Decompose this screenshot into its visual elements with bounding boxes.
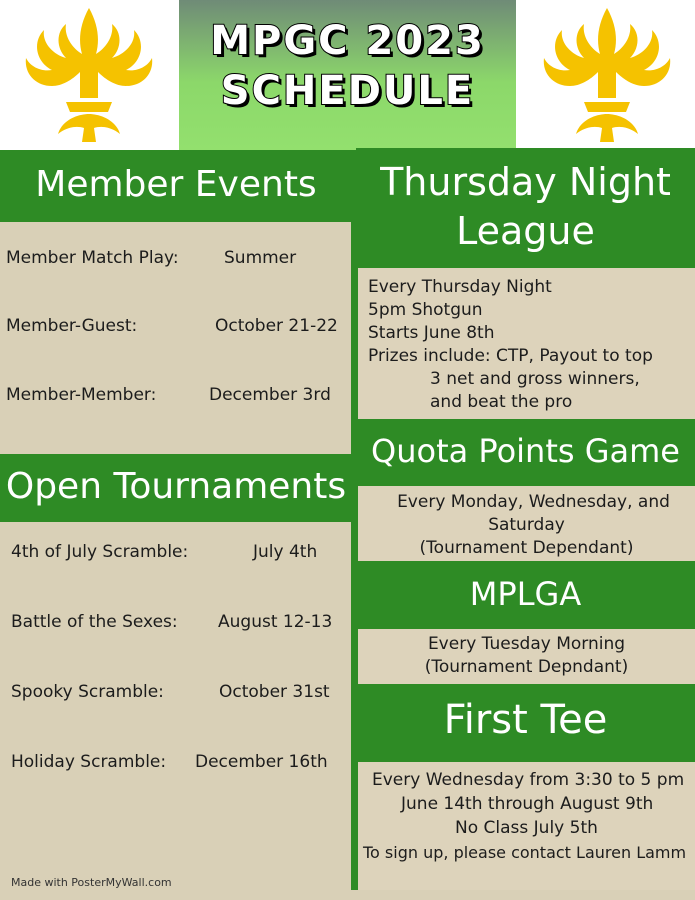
july-4th-scramble-date: July 4th bbox=[253, 542, 318, 562]
first-tee-line: Every Wednesday from 3:30 to 5 pm bbox=[372, 770, 685, 790]
member-events-heading: Member Events bbox=[35, 164, 317, 205]
battle-of-sexes-date: August 12-13 bbox=[218, 612, 333, 632]
july-4th-scramble-name: 4th of July Scramble: bbox=[11, 542, 189, 562]
quota-points-header bbox=[356, 419, 695, 486]
mplga-line: (Tournament Depndant) bbox=[424, 657, 629, 677]
quota-points-heading: Quota Points Game bbox=[371, 432, 680, 470]
quota-points-line: (Tournament Dependant) bbox=[419, 538, 634, 558]
mplga-details bbox=[358, 629, 695, 684]
first-tee-line: To sign up, please contact Lauren Lamm bbox=[363, 843, 687, 862]
member-match-play-name: Member Match Play: bbox=[6, 248, 179, 268]
thursday-league-line: 5pm Shotgun bbox=[368, 300, 483, 320]
member-events-header bbox=[0, 150, 352, 222]
thursday-league-heading-line-2: League bbox=[456, 209, 595, 253]
first-tee-header bbox=[356, 684, 695, 762]
thursday-league-line: and beat the pro bbox=[430, 392, 573, 412]
thursday-league-line: Prizes include: CTP, Payout to top bbox=[368, 346, 653, 366]
thursday-league-line: 3 net and gross winners, bbox=[430, 369, 640, 389]
page-title-line-1: MPGC 2023 bbox=[210, 18, 485, 64]
member-member-date: December 3rd bbox=[209, 385, 331, 405]
first-tee-heading: First Tee bbox=[443, 697, 608, 743]
header-title-panel bbox=[179, 0, 516, 150]
fleur-ornament-left-icon bbox=[22, 2, 157, 147]
thursday-league-heading-line-1: Thursday Night bbox=[380, 160, 671, 204]
fleur-ornament-right-icon bbox=[540, 2, 675, 147]
mplga-line: Every Tuesday Morning bbox=[427, 634, 626, 654]
holiday-scramble-name: Holiday Scramble: bbox=[11, 752, 167, 772]
quota-points-details bbox=[358, 486, 695, 561]
mplga-header bbox=[356, 561, 695, 629]
thursday-league-header bbox=[356, 148, 695, 268]
open-tournaments-heading: Open Tournaments bbox=[5, 466, 347, 507]
page-title-line-2: SCHEDULE bbox=[220, 68, 475, 114]
first-tee-line: No Class July 5th bbox=[455, 818, 598, 838]
holiday-scramble-date: December 16th bbox=[195, 752, 328, 772]
member-guest-name: Member-Guest: bbox=[6, 316, 138, 336]
first-tee-details bbox=[358, 762, 695, 890]
first-tee-line: June 14th through August 9th bbox=[401, 794, 654, 814]
footer-credit: Made with PosterMyWall.com bbox=[11, 876, 172, 889]
member-match-play-date: Summer bbox=[224, 248, 297, 268]
member-guest-date: October 21-22 bbox=[215, 316, 338, 336]
thursday-league-line: Starts June 8th bbox=[368, 323, 495, 343]
thursday-league-line: Every Thursday Night bbox=[368, 277, 552, 297]
member-member-name: Member-Member: bbox=[6, 385, 157, 405]
open-tournaments-header bbox=[0, 454, 352, 522]
mplga-heading: MPLGA bbox=[469, 575, 582, 613]
quota-points-line: Every Monday, Wednesday, and bbox=[397, 492, 670, 512]
thursday-league-details bbox=[358, 268, 695, 419]
quota-points-line: Saturday bbox=[488, 515, 565, 535]
spooky-scramble-date: October 31st bbox=[219, 682, 330, 702]
battle-of-sexes-name: Battle of the Sexes: bbox=[11, 612, 178, 632]
spooky-scramble-name: Spooky Scramble: bbox=[11, 682, 164, 702]
